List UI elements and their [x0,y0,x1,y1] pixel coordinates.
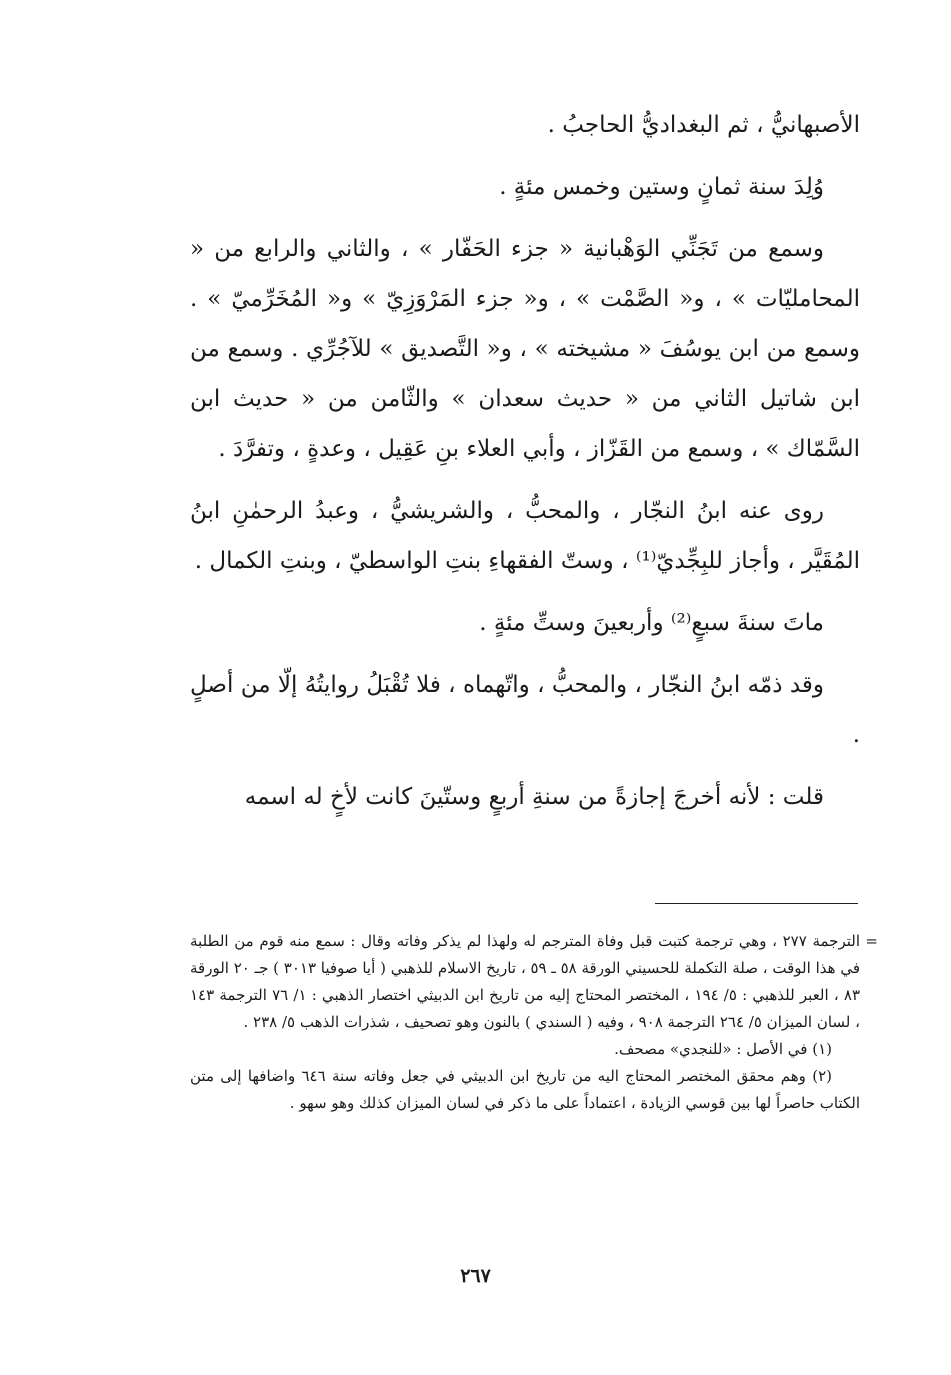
footnotes [190,928,878,1117]
footnote-divider [655,903,858,904]
paragraph-4: روى عنه ابنُ النجّار ، والمحبُّ ، والشريشيُّ ، وعبدُ الرحمٰنِ ابنُ المُقَيَّر ، وأجاز للبِجِّديّ⁽¹⁾ ، وستّ الفقهاءِ بنتِ الواسطيّ ، وبنتِ الكمال . [190,498,860,574]
paragraph-3: وسمع من تَجَنِّي الوَهْبانية « جزء الحَفّار » ، والثاني والرابع من « المحامليّات » ، و« الصَّمْت » ، و« جزء المَرْوَزِيّ » و« المُخَرِّميّ » . وسمع من ابن يوسُفَ « مشيخته » ، و« التَّصديق » للآجُرِّي . وسمع من ابن شاتيل الثاني من « حديث سعدان » والثّامن من « حديث ابن السَّمّاك » ، وسمع من القَزّاز ، وأبي العلاء بنِ عَقِيل ، وعدةٍ ، وتفرَّدَ . [190,236,860,462]
footnote-1: (١) في الأصل : «للنجدي» مصحف. [614,1040,832,1058]
continuation-mark: = [865,932,878,950]
paragraph-1: الأصبهانيُّ ، ثم البغداديُّ الحاجبُ . [547,112,860,138]
paragraph-6: وقد ذمّه ابنُ النجّار ، والمحبُّ ، واتّهماه ، فلا تُقْبَلُ روايتُهُ إلّا من أصلٍ . [190,672,860,748]
main-text [190,100,860,834]
footnote-2: (٢) وهم محقق المختصر المحتاج اليه من تاريخ ابن الدبيثي في جعل وفاته سنة ٦٤٦ واضافها إلى متن الكتاب حاصراً لها بين قوسي الزيادة ، اعتماداً على ما ذكر في لسان الميزان كذلك وهو سهو . [190,1067,860,1112]
footnote-continuation-text: الترجمة ٢٧٧ ، وهي ترجمة كتبت قبل وفاة المترجم له ولهذا لم يذكر وفاته وقال : سمع منه قوم من الطلبة في هذا الوقت ، صلة التكملة للحسيني الورقة ٥٨ ـ ٥٩ ، تاريخ الاسلام للذهبي ( أيا صوفيا ٣٠١٣ ) جـ ٢٠ الورقة ٨٣ ، العبر للذهبي : ٥/ ١٩٤ ، المختصر المحتاج إليه من تاريخ ابن الدبيثي اختصار الذهبي : ١/ ٧٦ الترجمة ١٤٣ ، لسان الميزان ٥/ ٢٦٤ الترجمة ٩٠٨ ، وفيه ( السندي ) بالنون وهو تصحيف ، شذرات الذهب ٥/ ٢٣٨ . [190,932,861,1031]
page-number: ٢٦٧ [460,1265,491,1287]
paragraph-7: قلت : لأنه أخرجَ إجازةً من سنةِ أربعٍ وستّينَ كانت لأخٍ له اسمه [244,784,824,810]
paragraph-5: ماتَ سنةَ سبعٍ⁽²⁾ وأربعينَ وستِّ مئةٍ . [479,610,824,636]
footnote-continuation [190,928,878,1036]
paragraph-2: وُلِدَ سنة ثمانٍ وستين وخمس مئةٍ . [499,174,824,200]
